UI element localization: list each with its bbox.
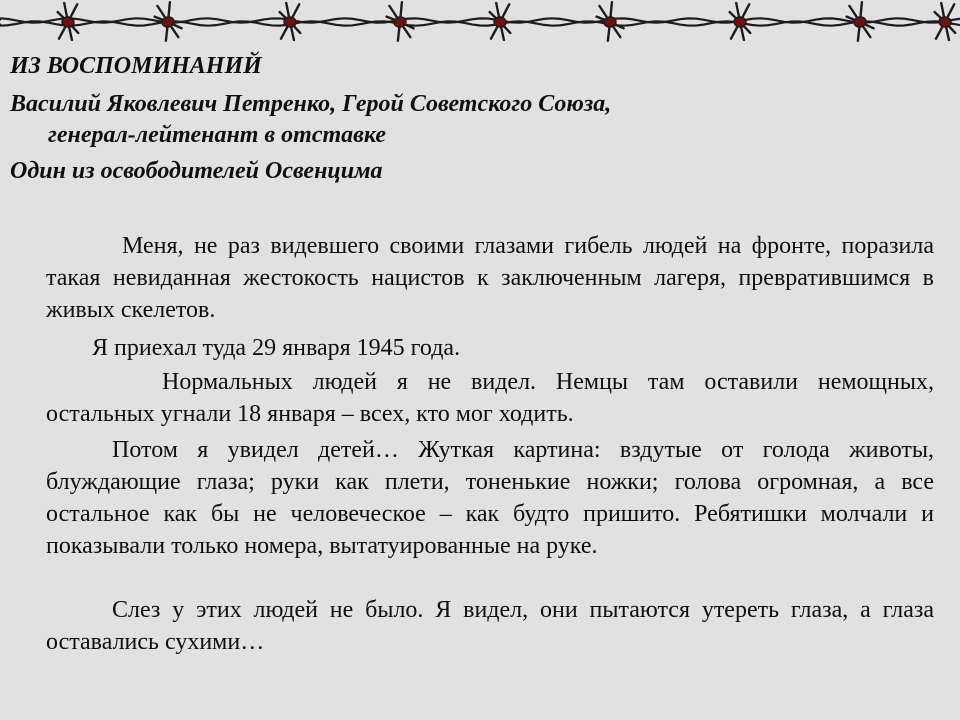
memoir-paragraph: Я приехал туда 29 января 1945 года.	[92, 335, 461, 361]
author-role-line: Один из освободителей Освенцима	[10, 158, 383, 184]
barbed-wire-icon	[0, 0, 960, 44]
author-name-line: Василий Яковлевич Петренко, Герой Советского Союза,	[10, 91, 612, 117]
memoir-paragraph: Потом я увидел детей… Жуткая картина: вздутые от голода животы, блуждающие глаза; руки как плети, тоненькие ножки; голова огромная, а все остальное как бы не человеческое – как будто пришито. Ребятишки молчали и показывали только номера, вытатуированные на руке.	[46, 437, 934, 559]
memoir-paragraph: Слез у этих людей не было. Я видел, они пытаются утереть глаза, а глаза оставались сухими…	[46, 597, 934, 655]
author-rank-line: генерал-лейтенант в отставке	[48, 122, 386, 148]
section-title: ИЗ ВОСПОМИНАНИЙ	[10, 53, 262, 79]
memoir-paragraph: Меня, не раз видевшего своими глазами гибель людей на фронте, поразила такая невиданная жестокость нацистов к заключенным лагеря, превратившимся в живых скелетов.	[46, 233, 934, 323]
memoir-paragraph: Нормальных людей я не видел. Немцы там оставили немощных, остальных угнали 18 января – всех, кто мог ходить.	[46, 369, 934, 427]
